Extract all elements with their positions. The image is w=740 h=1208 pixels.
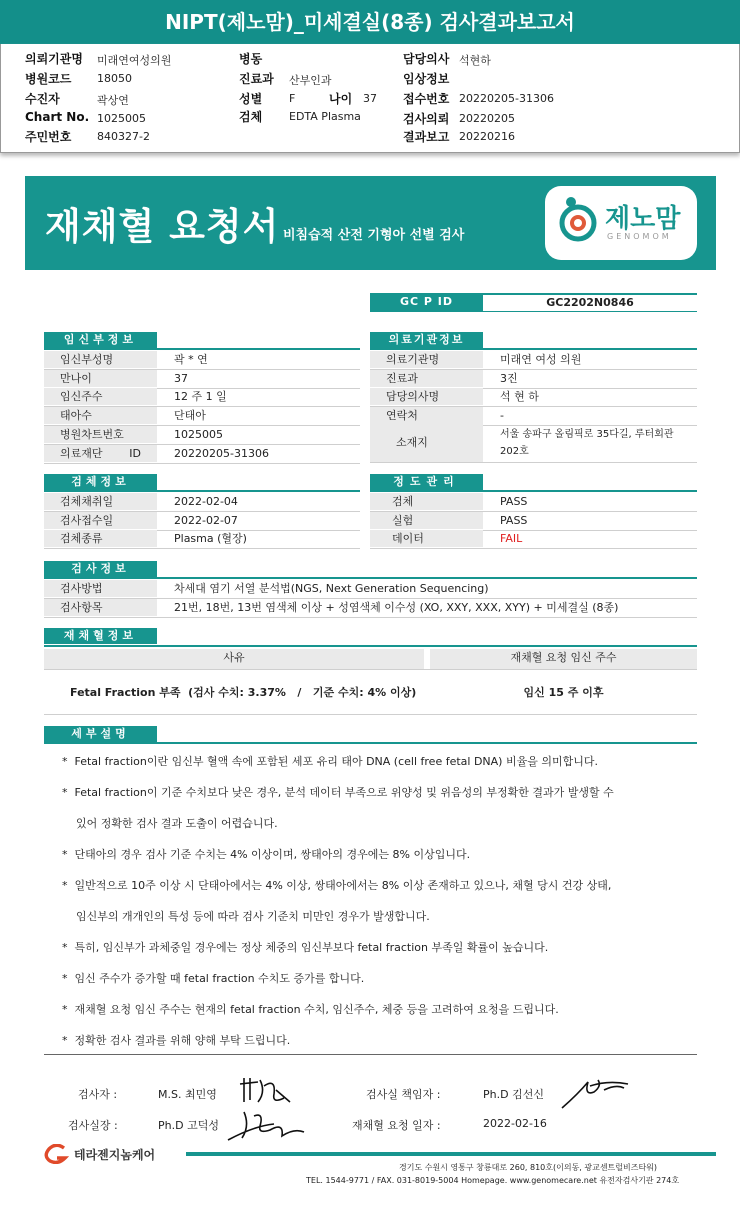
detail-line: * Fetal fraction이 기준 수치보다 낮은 경우, 분석 데이터 부족으로 위양성 및 위음성의 부정확한 결과가 발생할 수	[62, 786, 614, 799]
specimen-row-value: 2022-02-04	[174, 495, 238, 508]
tester-label: 검사자 :	[78, 1088, 118, 1101]
patient-row-label: 의료재단 ID	[44, 445, 157, 462]
doctor-value: 석현하	[459, 54, 491, 67]
dept-label: 진료과	[239, 72, 274, 86]
method-label: 검사방법	[44, 580, 157, 597]
chief-label: 검사실 책임자 :	[366, 1088, 441, 1101]
footer-bar	[186, 1152, 716, 1156]
clinical-label: 임상정보	[403, 72, 450, 86]
specimen-row-value: Plasma (혈장)	[174, 532, 247, 546]
chief-signature-icon	[558, 1072, 634, 1112]
request-label: 검사의뢰	[403, 112, 450, 126]
institution-row-label: 의료기관명	[370, 351, 483, 368]
detail-line: * 단태아의 경우 검사 기준 수치는 4% 이상이며, 쌍태아의 경우에는 8% 이상입니다.	[62, 848, 471, 861]
report-value: 20220216	[459, 130, 515, 143]
hospital-code-value: 18050	[97, 72, 132, 85]
logo-subtext: GENOMOM	[607, 232, 672, 241]
institution-label: 의뢰기관명	[25, 52, 83, 66]
method-value: 차세대 염기 서열 분석법(NGS, Next Generation Sequencing)	[174, 582, 489, 595]
address-line-1: 서울 송파구 올림픽로 35다길, 루터회관	[500, 429, 674, 440]
receipt-label: 접수번호	[403, 92, 450, 106]
receipt-value: 20220205-31306	[459, 92, 554, 105]
patient-row-value: 단태아	[174, 409, 206, 423]
institution-row-label: 담당의사명	[370, 388, 483, 405]
institution-row-value: -	[500, 409, 504, 423]
redraw-week: 임신 15 주 이후	[523, 686, 604, 699]
section-specimen: 검체정보	[44, 474, 157, 490]
items-value: 21번, 18번, 13번 염색체 이상 + 성염색체 이수성 (XO, XXY, XXX, XYY) + 미세결실 (8종)	[174, 601, 619, 614]
patient-row-value: 37	[174, 371, 188, 385]
patient-row-label: 임신부성명	[44, 351, 157, 368]
date-label: 재채혈 요청 일자 :	[352, 1119, 441, 1132]
patient-row-value: 20220205-31306	[174, 446, 269, 460]
company-logo-icon	[44, 1144, 70, 1164]
qc-row-value: PASS	[500, 513, 528, 527]
qc-row-label: 검체	[370, 493, 483, 510]
patient-row-label: 태아수	[44, 407, 157, 424]
dept-value: 산부인과	[289, 74, 332, 87]
institution-row-label: 진료과	[370, 370, 483, 387]
date-value: 2022-02-16	[483, 1117, 547, 1130]
tester-signature-icon	[236, 1072, 296, 1108]
address-label: 소재지	[370, 424, 483, 462]
genomom-logo	[545, 186, 697, 260]
report-header-info	[0, 44, 740, 153]
banner	[25, 176, 716, 270]
banner-subtitle: 비침습적 산전 기형아 선별 검사	[283, 228, 465, 243]
institution-row-value: 미래연 여성 의원	[500, 353, 582, 366]
week-header: 재채혈 요청 임신 주수	[430, 649, 697, 669]
director-name: Ph.D 고덕성	[158, 1119, 219, 1132]
specimen-value: EDTA Plasma	[289, 110, 361, 123]
qc-row-value: FAIL	[500, 532, 523, 546]
detail-line: * 재채혈 요청 임신 주수는 현재의 fetal fraction 수치, 임신주수, 체중 등을 고려하여 요청을 드립니다.	[62, 1003, 559, 1016]
redraw-reason: Fetal Fraction 부족 (검사 수치: 3.37% / 기준 수치: 4% 이상)	[70, 686, 417, 699]
gcpid-value: GC2202N0846	[546, 296, 634, 309]
rrn-label: 주민번호	[25, 130, 72, 144]
sampler-label: 수진자	[25, 92, 60, 106]
qc-row-value: PASS	[500, 495, 528, 508]
chart-label: Chart No.	[25, 110, 90, 124]
qc-row-label: 데이터	[370, 530, 483, 547]
patient-row-value: 1025005	[174, 427, 223, 441]
section-details: 세부설명	[44, 726, 157, 742]
age-label: 나이	[329, 92, 353, 106]
specimen-row-label: 검체종류	[44, 530, 157, 547]
request-value: 20220205	[459, 112, 515, 125]
chart-value: 1025005	[97, 112, 146, 125]
footer-address: 경기도 수원시 영통구 창룡대로 260, 810호(이의동, 광교센트럴비즈타워)	[399, 1163, 658, 1172]
detail-line: * Fetal fraction이란 임신부 혈액 속에 포함된 세포 유리 태아 DNA (cell free fetal DNA) 비율을 의미합니다.	[62, 755, 598, 768]
patient-row-value: 곽 * 연	[174, 353, 208, 366]
section-qc: 정도관리	[370, 474, 483, 490]
detail-line: 임신부의 개개인의 특성 등에 따라 검사 기준치 미만인 경우가 발생합니다.	[62, 910, 430, 923]
specimen-row-label: 검사접수일	[44, 512, 157, 529]
chief-name: Ph.D 김선신	[483, 1088, 544, 1101]
director-signature-icon	[224, 1106, 308, 1146]
patient-row-value: 12 주 1 일	[174, 390, 227, 404]
banner-title: 재채혈 요청서	[45, 205, 280, 248]
detail-line: * 일반적으로 10주 이상 시 단태아에서는 4% 이상, 쌍태아에서는 8% 이상 존재하고 있으나, 채혈 당시 건강 상태,	[62, 879, 612, 892]
report-title: NIPT(제노맘)_미세결실(8종) 검사결과보고서	[0, 0, 740, 44]
patient-row-label: 만나이	[44, 370, 157, 387]
rrn-value: 840327-2	[97, 130, 150, 143]
specimen-label: 검체	[239, 110, 263, 124]
section-redraw: 재채혈정보	[44, 628, 157, 644]
institution-row-label: 연락처	[370, 407, 483, 424]
institution-row-value: 3진	[500, 371, 518, 385]
company-name: 테라젠지놈케어	[74, 1148, 156, 1162]
gcpid-label: GC P ID	[370, 293, 483, 311]
hospital-code-label: 병원코드	[25, 72, 72, 86]
report-label: 결과보고	[403, 130, 450, 144]
section-test: 검사정보	[44, 561, 157, 577]
sex-value: F	[289, 92, 296, 105]
genomom-logo-icon	[559, 196, 597, 242]
specimen-row-label: 검체채취일	[44, 493, 157, 510]
footer-contact: TEL. 1544-9771 / FAX. 031-8019-5004 Homepage. www.genomecare.net 유전자검사기관 274호	[306, 1176, 680, 1185]
patient-row-label: 병원차트번호	[44, 426, 157, 443]
doctor-label: 담당의사	[403, 52, 450, 66]
detail-line: 있어 정확한 검사 결과 도출이 어렵습니다.	[62, 817, 278, 830]
institution-row-value: 석 현 하	[500, 390, 539, 404]
sampler-value: 곽상연	[97, 94, 129, 107]
qc-row-label: 실험	[370, 512, 483, 529]
items-label: 검사항목	[44, 599, 157, 616]
specimen-row-value: 2022-02-07	[174, 513, 238, 527]
address-line-2: 202호	[500, 446, 529, 457]
logo-text: 제노맘	[605, 204, 681, 234]
age-value: 37	[363, 92, 377, 105]
section-patient: 임신부정보	[44, 332, 157, 348]
ward-label: 병동	[239, 52, 263, 66]
reason-header: 사유	[44, 649, 424, 669]
detail-line: * 임신 주수가 증가할 때 fetal fraction 수치도 증가를 합니다.	[62, 972, 365, 985]
detail-line: * 특히, 임신부가 과체중일 경우에는 정상 체중의 임신부보다 fetal fraction 부족일 확률이 높습니다.	[62, 941, 549, 954]
director-label: 검사실장 :	[68, 1119, 118, 1132]
institution-value: 미래연여성의원	[97, 54, 172, 67]
patient-row-label: 임신주수	[44, 388, 157, 405]
sex-label: 성별	[239, 92, 263, 106]
detail-line: * 정확한 검사 결과를 위해 양해 부탁 드립니다.	[62, 1034, 291, 1047]
tester-name: M.S. 최민영	[158, 1088, 217, 1101]
section-institution: 의료기관정보	[370, 332, 483, 348]
